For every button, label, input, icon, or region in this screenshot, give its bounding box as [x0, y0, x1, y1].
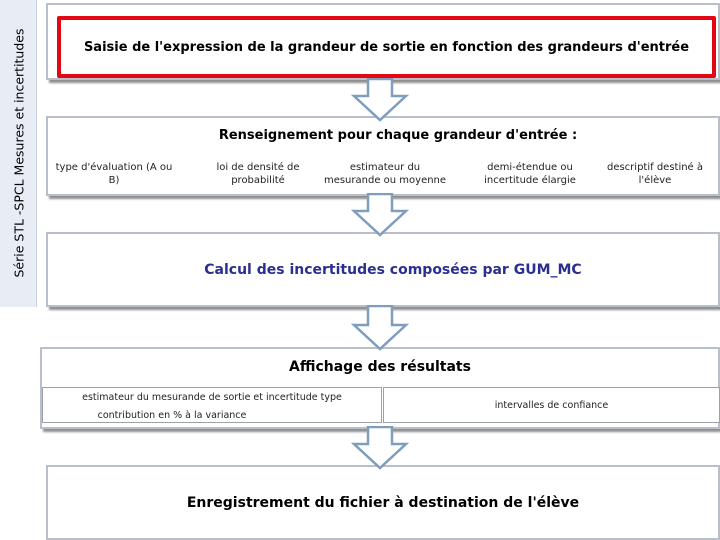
- results-estimator-panel: [42, 387, 382, 423]
- step-results-label: Affichage des résultats: [289, 359, 471, 375]
- step-save-file-label: Enregistrement du fichier à destination de l'élève: [186, 495, 580, 511]
- field-probability-law: loi de densité de probabilité: [216, 162, 300, 186]
- step-calculation-label: Calcul des incertitudes composées par GUM_MC: [204, 262, 582, 278]
- step-input-quantities-label: Renseignement pour chaque grandeur d'entrée :: [218, 128, 578, 143]
- field-evaluation-type: type d'évaluation (A ou B): [55, 162, 173, 186]
- step-input-expression: [46, 3, 720, 80]
- field-half-range: demi-étendue ou incertitude élargie: [484, 162, 576, 186]
- down-arrow-4-icon: [350, 426, 410, 470]
- down-arrow-2-icon: [350, 193, 410, 237]
- step-save-file: [46, 465, 720, 540]
- sidebar: [0, 0, 37, 307]
- results-contribution-text: contribution en % à la variance: [97, 410, 247, 421]
- step-input-quantities: [46, 116, 720, 196]
- field-estimator: estimateur du mesurande ou moyenne: [323, 162, 447, 186]
- step-results: [40, 347, 720, 429]
- highlight-frame: [57, 16, 716, 78]
- results-estimator-text: estimateur du mesurande de sortie et incertitude type: [82, 392, 342, 403]
- down-arrow-3-icon: [350, 305, 410, 351]
- results-intervals-text: intervalles de confiance: [494, 399, 609, 411]
- results-intervals-panel: [383, 387, 720, 423]
- step-calculation: [46, 232, 720, 307]
- field-student-description: descriptif destiné à l'élève: [606, 162, 704, 186]
- step-input-expression-label: Saisie de l'expression de la grandeur de sortie en fonction des grandeurs d'entrée: [83, 39, 690, 55]
- sidebar-label: Série STL -SPCL Mesures et incertitudes: [11, 28, 27, 278]
- down-arrow-1-icon: [350, 78, 410, 122]
